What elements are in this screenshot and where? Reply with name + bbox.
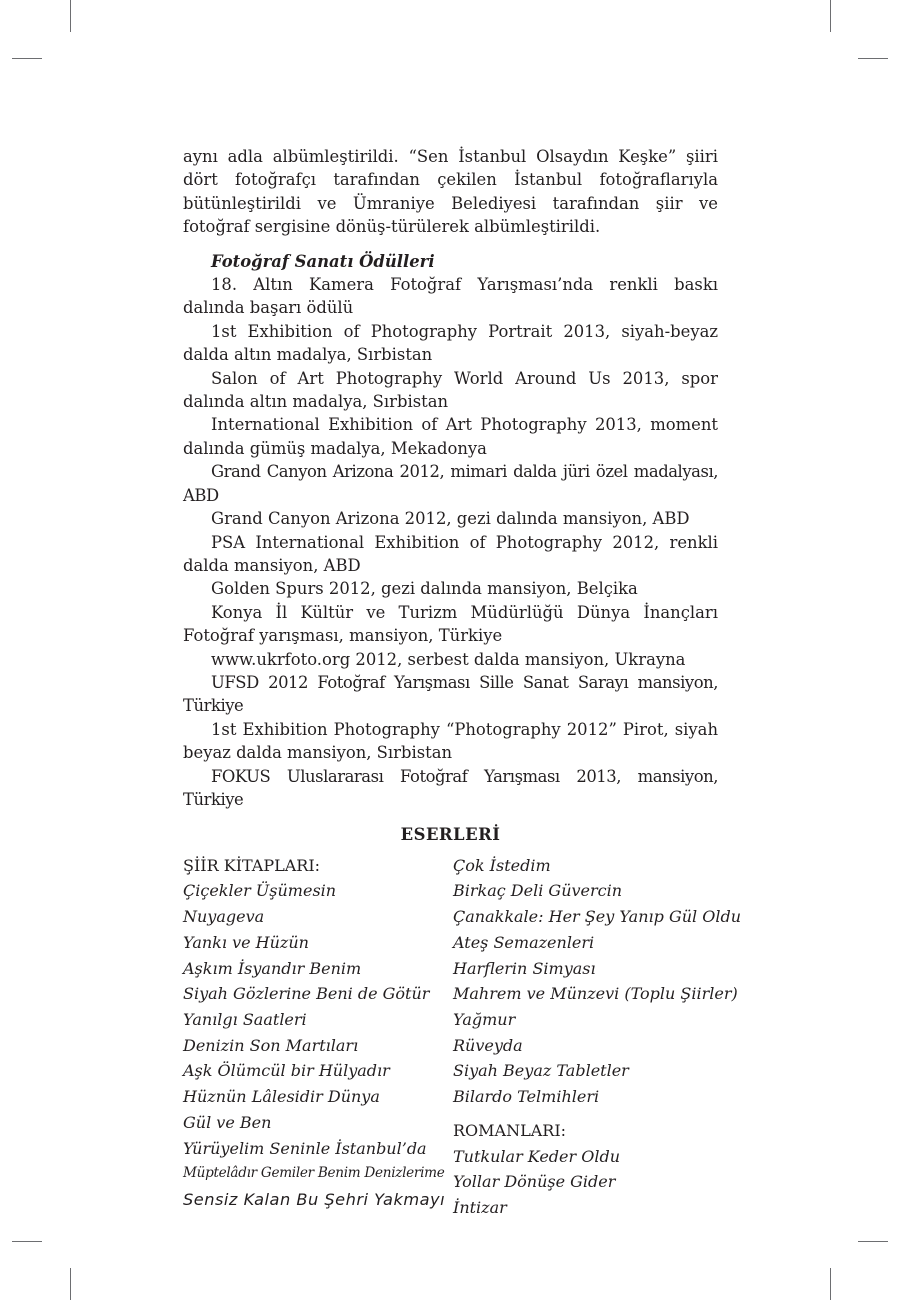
award-item: www.ukrfoto.org 2012, serbest dalda mansiyon, Ukrayna: [211, 649, 686, 669]
novel-title: Tutkular Keder Oldu: [453, 1146, 621, 1166]
crop-mark-left-bottom: [12, 1241, 42, 1242]
award-item: International Exhibition of Art Photography 2013, moment dalında gümüş madalya, Mekadonya: [183, 415, 718, 458]
book-title: Çiçekler Üşümesin: [183, 881, 337, 901]
book-title: Yürüyelim Seninle İstanbul’da: [183, 1138, 427, 1158]
crop-mark-right-bottom: [858, 1241, 888, 1242]
intro-paragraph: aynı adla albümleştirildi. “Sen İstanbul Olsaydın Keşke” şiiri dört fotoğrafçı tarafından çekilen İstanbul fotoğraflarıyla bütünleştirildi ve Ümraniye Belediyesi tarafından şiir ve fotoğraf sergisine dönüş-türülerek albümleştirildi.: [183, 147, 718, 237]
book-title: Siyah Gözlerine Beni de Götür: [183, 984, 430, 1004]
book-title: Nuyageva: [183, 907, 265, 927]
book-title: Siyah Beyaz Tabletler: [453, 1061, 629, 1081]
works-right-column: [453, 853, 742, 1221]
novel-title: İntizar: [453, 1197, 507, 1217]
book-title: Sensiz Kalan Bu Şehri Yakmayı: [183, 1189, 446, 1209]
award-item: Grand Canyon Arizona 2012, mimari dalda jüri özel madalyası, ABD: [183, 462, 718, 505]
works-title: ESERLERİ: [400, 825, 501, 845]
book-title: Çanakkale: Her Şey Yanıp Gül Oldu: [453, 907, 742, 927]
book-title: Yanılgı Saatleri: [183, 1010, 307, 1029]
book-title: Ateş Semazenleri: [453, 932, 595, 952]
book-title: Yankı ve Hüzün: [183, 932, 309, 952]
award-item: PSA International Exhibition of Photography 2012, renkli dalda mansiyon, ABD: [183, 532, 718, 575]
crop-mark-bottom-left: [70, 1268, 71, 1300]
book-title: Yağmur: [453, 1010, 516, 1029]
book-title: Mahrem ve Münzevi (Toplu Şiirler): [453, 984, 738, 1004]
book-title: Hüznün Lâlesidir Dünya: [183, 1087, 380, 1107]
crop-mark-top-right: [830, 0, 831, 32]
works-columns: [183, 853, 742, 1221]
award-item: UFSD 2012 Fotoğraf Yarışması Sille Sanat Sarayı mansiyon, Türkiye: [183, 672, 718, 716]
novels-heading: ROMANLARI:: [453, 1120, 567, 1140]
page-body: [183, 145, 742, 1221]
crop-mark-top-left: [70, 0, 71, 32]
book-title: Harflerin Simyası: [453, 958, 596, 978]
book-title: Denizin Son Martıları: [183, 1035, 359, 1055]
book-title: Birkaç Deli Güvercin: [453, 881, 623, 901]
crop-mark-right-top: [858, 58, 888, 59]
crop-mark-left-top: [12, 58, 42, 59]
works-left-column: [183, 853, 453, 1221]
crop-mark-bottom-right: [830, 1268, 831, 1300]
award-item: Konya İl Kültür ve Turizm Müdürlüğü Dünya İnançları Fotoğraf yarışması, mansiyon, Türkiye: [183, 602, 718, 646]
book-title: Rüveyda: [453, 1035, 523, 1055]
book-title: Gül ve Ben: [183, 1112, 272, 1132]
award-item: Grand Canyon Arizona 2012, gezi dalında mansiyon, ABD: [211, 509, 690, 529]
book-title: Aşk Ölümcül bir Hülyadır: [183, 1061, 390, 1081]
book-title: Çok İstedim: [453, 855, 551, 875]
novel-title: Yollar Dönüşe Gider: [453, 1172, 616, 1192]
book-title: Aşkım İsyandır Benim: [183, 958, 362, 978]
award-item: Salon of Art Photography World Around Us 2013, spor dalında altın madalya, Sırbistan: [183, 368, 718, 412]
poetry-heading: ŞİİR KİTAPLARI:: [183, 855, 321, 875]
awards-heading: Fotoğraf Sanatı Ödülleri: [211, 251, 435, 271]
award-item: Golden Spurs 2012, gezi dalında mansiyon, Belçika: [211, 579, 638, 599]
book-title: Bilardo Telmihleri: [453, 1087, 600, 1107]
award-item: 1st Exhibition of Photography Portrait 2013, siyah-beyaz dalda altın madalya, Sırbistan: [183, 321, 718, 365]
award-item: FOKUS Uluslararası Fotoğraf Yarışması 2013, mansiyon, Türkiye: [183, 766, 718, 809]
book-title: Müptelâdır Gemiler Benim Denizlerime: [183, 1165, 445, 1182]
award-item: 1st Exhibition Photography “Photography 2012” Pirot, siyah beyaz dalda mansiyon, Sırbistan: [183, 719, 718, 763]
award-item: 18. Altın Kamera Fotoğraf Yarışması’nda renkli baskı dalında başarı ödülü: [183, 275, 718, 318]
